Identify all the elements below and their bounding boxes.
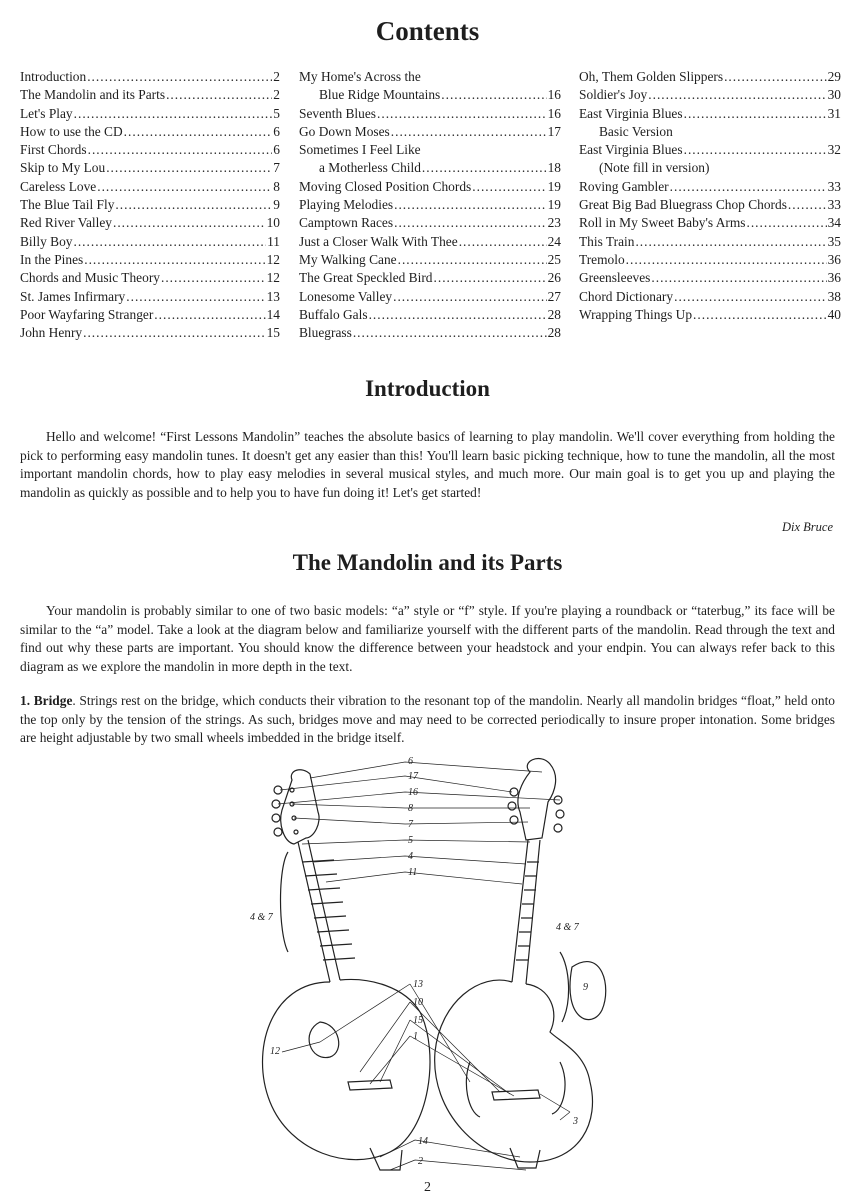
toc-column-2 [299, 68, 561, 342]
toc-entry[interactable]: Great Big Bad Bluegrass Chop Chords ..... 33 [579, 196, 841, 214]
toc-entry[interactable]: Oh, Them Golden Slippers ..... 29 [579, 68, 841, 86]
contents-title: Contents [375, 16, 480, 46]
toc-entry[interactable]: Just a Closer Walk With Thee ..... 24 [299, 233, 561, 251]
bridge-label: 1. Bridge [20, 693, 73, 708]
callout-label: 17 [408, 771, 418, 782]
toc-entry[interactable]: Bluegrass ..... 28 [299, 324, 561, 342]
toc-entry[interactable]: Roving Gambler ..... 33 [579, 178, 841, 196]
toc-entry[interactable]: The Blue Tail Fly ..... 9 [20, 196, 280, 214]
neck-label-right: 4 & 7 [556, 922, 579, 933]
bridge-paragraph [20, 692, 835, 748]
toc-entry[interactable]: This Train ..... 35 [579, 233, 841, 251]
f-style-mandolin-drawing [435, 759, 606, 1168]
bridge-text: . Strings rest on the bridge, which conducts their vibration to the resonant top of the mandolin. Nearly all mandolin bridges “float,” held onto the top only by the tension of the strings. As such, bridges move and may need to be corrected periodically to insure proper intonation. Some bridges are height adjustable by two small wheels imbedded in the bridge itself. [20, 693, 835, 746]
callout-leader-lines [278, 762, 570, 1170]
introduction-heading: Introduction [365, 376, 490, 401]
toc-entry[interactable]: Lonesome Valley ..... 27 [299, 288, 561, 306]
toc-entry[interactable]: The Great Speckled Bird ..... 26 [299, 269, 561, 287]
toc-entry[interactable]: Billy Boy ..... 11 [20, 233, 280, 251]
neck-label-left: 4 & 7 [250, 912, 273, 923]
callout-label: 13 [413, 979, 423, 990]
toc-entry[interactable]: My Home's Across the [299, 69, 421, 84]
toc-entry[interactable]: Sometimes I Feel Like [299, 142, 421, 158]
mandolin-parts-diagram [230, 752, 630, 1177]
toc-entry-subtitle: (Note fill in version) [599, 160, 710, 176]
toc-entry[interactable]: The Mandolin and its Parts ..... 2 [20, 86, 280, 104]
toc-entry[interactable]: Red River Valley ..... 10 [20, 214, 280, 232]
toc-entry[interactable]: Camptown Races ..... 23 [299, 214, 561, 232]
toc-entry[interactable]: Skip to My Lou ..... 7 [20, 159, 280, 177]
introduction-paragraph: Hello and welcome! “First Lessons Mandolin” teaches the absolute basics of learning to play mandolin. We'll cover everything from holding the pick to performing easy mandolin tunes. It doesn't get any easier than this! You'll learn basic picking technique, how to tune the mandolin, all the most important mandolin chords, how to play easy melodies in several musical styles, and much more. Our main goal is to get you up and playing the mandolin as quickly as possible and to help you to have fun doing it! Let's get started! [20, 429, 835, 500]
toc-entry[interactable]: East Virginia Blues ..... 31 [579, 105, 841, 123]
toc-entry[interactable]: First Chords ..... 6 [20, 141, 280, 159]
toc-entry[interactable]: Playing Melodies ..... 19 [299, 196, 561, 214]
toc-entry[interactable]: Let's Play ..... 5 [20, 105, 280, 123]
toc-entry[interactable]: John Henry ..... 15 [20, 324, 280, 342]
toc-column-3 [579, 68, 841, 324]
table-of-contents [20, 68, 840, 348]
callout-label: 4 [408, 851, 413, 862]
toc-entry[interactable]: St. James Infirmary ..... 13 [20, 288, 280, 306]
callout-label: 8 [408, 803, 413, 814]
toc-entry[interactable]: Introduction ..... 2 [20, 68, 280, 86]
callout-label: 7 [408, 819, 413, 830]
pick-label: 9 [583, 982, 588, 993]
callout-label: 3 [573, 1116, 578, 1127]
toc-entry[interactable]: Chord Dictionary ..... 38 [579, 288, 841, 306]
toc-entry[interactable]: Roll in My Sweet Baby's Arms ..... 34 [579, 214, 841, 232]
toc-entry[interactable]: Careless Love ..... 8 [20, 178, 280, 196]
toc-entry[interactable]: Wrapping Things Up ..... 40 [579, 306, 841, 324]
toc-entry[interactable]: Go Down Moses ..... 17 [299, 123, 561, 141]
callout-label: 12 [270, 1046, 280, 1057]
toc-entry[interactable]: Poor Wayfaring Stranger ..... 14 [20, 306, 280, 324]
callout-label: 10 [413, 997, 423, 1008]
toc-entry[interactable]: Moving Closed Position Chords ..... 19 [299, 178, 561, 196]
callout-label: 11 [408, 867, 418, 878]
toc-entry[interactable]: Soldier's Joy ..... 30 [579, 86, 841, 104]
author-signature: Dix Bruce [781, 520, 833, 534]
toc-entry-subtitle: Basic Version [599, 123, 673, 139]
toc-entry[interactable]: How to use the CD ..... 6 [20, 123, 280, 141]
toc-entry[interactable]: Seventh Blues ..... 16 [299, 105, 561, 123]
toc-entry[interactable]: Blue Ridge Mountains ..... 16 [299, 86, 561, 104]
callout-label: 14 [418, 1136, 428, 1147]
callout-label: 16 [408, 787, 418, 798]
mandolin-parts-heading: The Mandolin and its Parts [292, 550, 563, 575]
toc-column-1 [20, 68, 280, 342]
toc-entry[interactable]: Tremolo ..... 36 [579, 251, 841, 269]
callout-label: 2 [418, 1156, 423, 1167]
toc-entry[interactable]: a Motherless Child ..... 18 [299, 159, 561, 177]
callout-label: 6 [408, 756, 413, 767]
mandolin-parts-paragraph: Your mandolin is probably similar to one of two basic models: “a” style or “f” style. If you're playing a roundback or “taterbug,” its face will be similar to the “a” model. Take a look at the diagram below and familiarize yourself with the different parts of the mandolin. Read through the text and find out why these parts are important. You should know the difference between your headstock and your endpin. You can always refer back to this diagram as we explore the mandolin in more depth in the text. [20, 603, 835, 674]
callout-label: 5 [408, 835, 413, 846]
callout-label: 15 [413, 1015, 423, 1026]
toc-entry[interactable]: Chords and Music Theory ..... 12 [20, 269, 280, 287]
toc-entry[interactable]: Greensleeves ..... 36 [579, 269, 841, 287]
a-style-mandolin-drawing [263, 770, 431, 1170]
toc-entry[interactable]: In the Pines ..... 12 [20, 251, 280, 269]
callout-label: 1 [413, 1031, 418, 1042]
toc-entry[interactable]: My Walking Cane ..... 25 [299, 251, 561, 269]
toc-entry[interactable]: East Virginia Blues ..... 32 [579, 141, 841, 159]
mandolin-diagram-svg [230, 752, 630, 1177]
toc-entry[interactable]: Buffalo Gals ..... 28 [299, 306, 561, 324]
page-number: 2 [424, 1180, 431, 1195]
